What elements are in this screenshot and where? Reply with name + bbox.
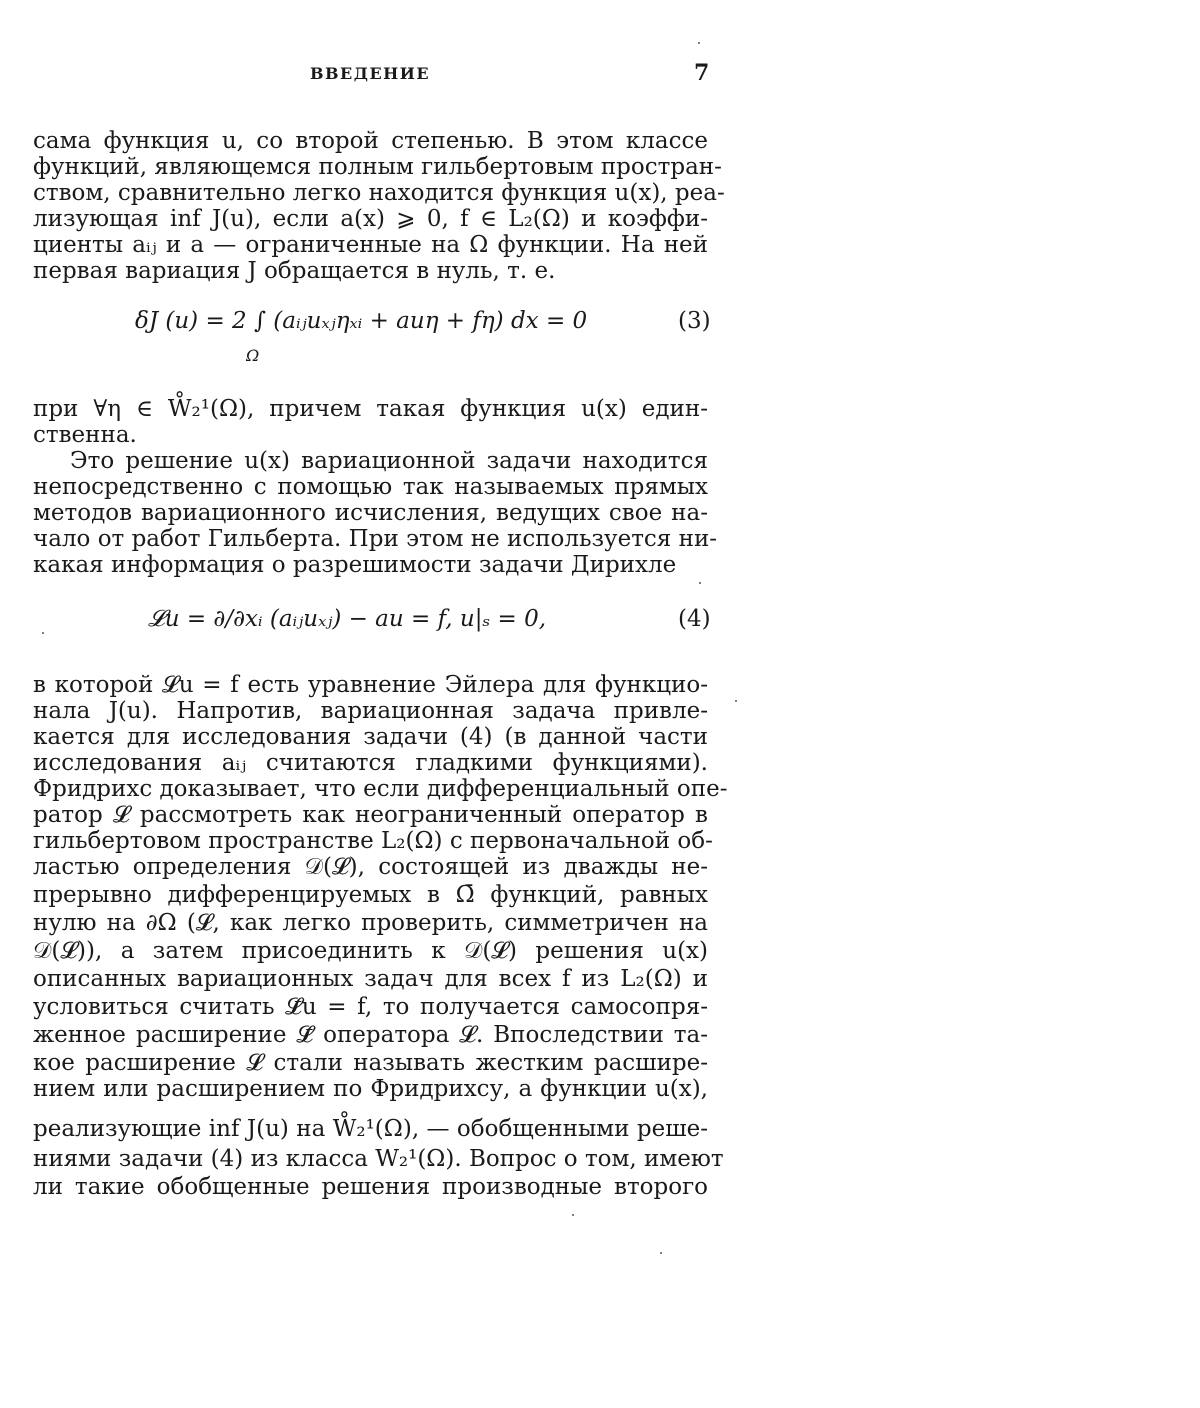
scan-speck bbox=[660, 1252, 662, 1254]
equation-number-3: (3) bbox=[678, 308, 711, 334]
text-line: методов вариационного исчисления, ведущих свое на- bbox=[33, 500, 708, 526]
text-line: гильбертовом пространстве L₂(Ω) с первоначальной об- bbox=[33, 828, 713, 854]
text-line: какая информация о разрешимости задачи Дирихле bbox=[33, 552, 677, 578]
text-line: при ∀η ∈ W̊₂¹(Ω), причем такая функция u(x) един- bbox=[33, 396, 708, 422]
text-line: исследования aᵢⱼ считаются гладкими функциями). bbox=[33, 750, 708, 776]
text-line: условиться считать 𝓛̄u = f, то получается самосопря- bbox=[33, 994, 708, 1020]
text-line: первая вариация J обращается в нуль, т. е. bbox=[33, 258, 556, 284]
text-line: нала J(u). Напротив, вариационная задача привле- bbox=[33, 698, 708, 724]
text-line: ниями задачи (4) из класса W₂¹(Ω). Вопрос о том, имеют bbox=[33, 1146, 724, 1172]
paragraph-first-line: Это решение u(x) вариационной задачи находится bbox=[70, 448, 708, 474]
text-line: Фридрихс доказывает, что если дифференциальный опе- bbox=[33, 776, 728, 802]
text-line: нулю на ∂Ω (𝓛, как легко проверить, симметричен на bbox=[33, 910, 708, 936]
text-line: 𝒟(𝓛)), а затем присоединить к 𝒟(𝓛) решения u(x) bbox=[33, 938, 708, 964]
text-line: функций, являющемся полным гильбертовым простран- bbox=[33, 154, 722, 180]
text-line: нием или расширением по Фридрихсу, а функции u(x), bbox=[33, 1076, 708, 1102]
text-line: описанных вариационных задач для всех f из L₂(Ω) и bbox=[33, 966, 708, 992]
text-line: реализующие inf J(u) на W̊₂¹(Ω), — обобщенными реше- bbox=[33, 1116, 708, 1142]
page-number: 7 bbox=[694, 60, 710, 86]
text-line: женное расширение 𝓛̄ оператора 𝓛. Впоследствии та- bbox=[33, 1022, 708, 1048]
scan-speck bbox=[735, 700, 737, 702]
text-line: ратор 𝓛 рассмотреть как неограниченный оператор в bbox=[33, 802, 708, 828]
scan-speck bbox=[698, 42, 700, 44]
scan-speck bbox=[42, 632, 44, 634]
equation-3: δJ (u) = 2 ∫ (aᵢⱼuₓⱼηₓᵢ + auη + fη) dx = 0 bbox=[135, 308, 588, 334]
text-line: кое расширение 𝓛 стали называть жестким расшире- bbox=[33, 1050, 708, 1076]
integral-domain: Ω bbox=[246, 346, 260, 365]
text-line: кается для исследования задачи (4) (в данной части bbox=[33, 724, 708, 750]
equation-number-4: (4) bbox=[678, 606, 711, 632]
text-line: циенты aᵢⱼ и a — ограниченные на Ω функции. На ней bbox=[33, 232, 708, 258]
text-line: ластью определения 𝒟(𝓛), состоящей из дважды не- bbox=[33, 854, 708, 880]
text-line: непосредственно с помощью так называемых прямых bbox=[33, 474, 708, 500]
text-line: прерывно дифференцируемых в Ω̄ функций, равных bbox=[33, 882, 708, 908]
text-line: ственна. bbox=[33, 422, 137, 448]
text-line: в которой 𝓛u = f есть уравнение Эйлера для функцио- bbox=[33, 672, 708, 698]
running-title: ВВЕДЕНИЕ bbox=[310, 64, 431, 83]
text-line: ли такие обобщенные решения производные второго bbox=[33, 1174, 708, 1200]
equation-4: 𝓛u = ∂/∂xᵢ (aᵢⱼuₓⱼ) − au = f, u|ₛ = 0, bbox=[148, 606, 547, 632]
text-line: сама функция u, со второй степенью. В этом классе bbox=[33, 128, 708, 154]
scan-speck bbox=[699, 582, 701, 584]
scan-speck bbox=[572, 1214, 574, 1216]
text-line: чало от работ Гильберта. При этом не используется ни- bbox=[33, 526, 718, 552]
text-line: ством, сравнительно легко находится функция u(x), реа- bbox=[33, 180, 725, 206]
text-line: лизующая inf J(u), если a(x) ⩾ 0, f ∈ L₂(Ω) и коэффи- bbox=[33, 206, 708, 232]
